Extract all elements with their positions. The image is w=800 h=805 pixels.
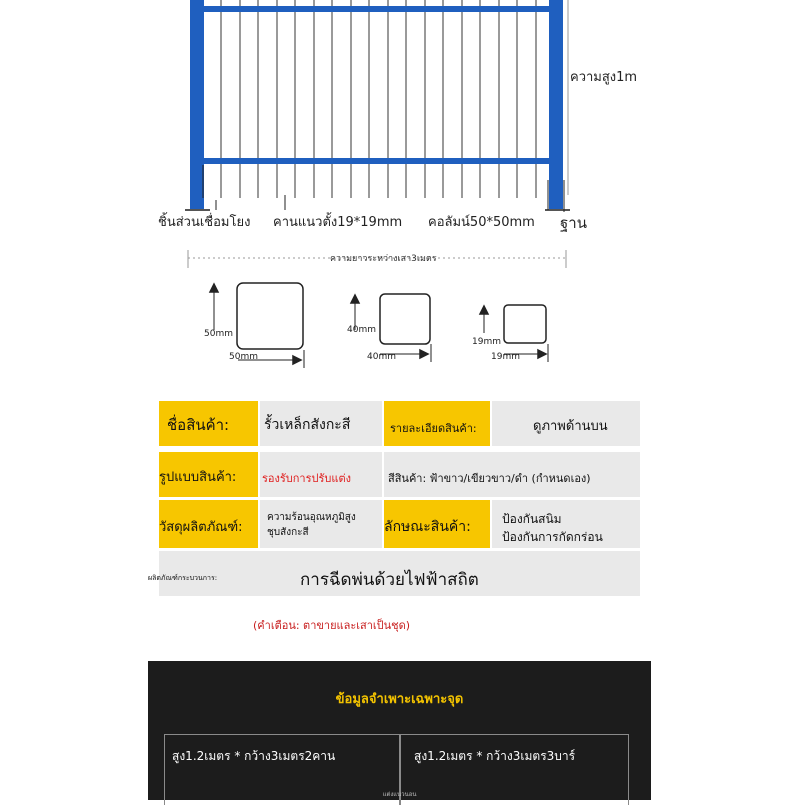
material-label: วัสดุผลิตภัณฑ์:: [159, 520, 243, 535]
spec-option-2-label: สูง1.2เมตร * กว้าง3เมตร3บาร์: [414, 749, 576, 763]
profile-drawings: [0, 270, 800, 380]
profile-19-bottom-label: 19mm: [491, 352, 520, 362]
column-label: คอลัมน์50*50mm: [428, 215, 535, 230]
top-rail: [203, 6, 550, 12]
profile-50-bottom-label: 50mm: [229, 352, 258, 362]
fence-diagram: [0, 0, 800, 290]
vertical-beam-label: คานแนวตั้ง19*19mm: [273, 215, 403, 230]
spec-panel: [148, 661, 651, 800]
characteristics-label: ลักษณะสินค้า:: [384, 519, 471, 535]
product-color-text: สีสินค้า: ฟ้าขาว/เขียวขาว/ดำ (กำหนดเอง): [388, 472, 591, 485]
height-label: ความสูง1m: [570, 70, 638, 85]
profile-19-side-label: 19mm: [472, 337, 501, 347]
profile-40-side-label: 40mm: [347, 325, 376, 335]
warning-note: (คำเตือน: ตาขายและเสาเป็นชุด): [253, 619, 411, 632]
material-value-line1: ความร้อนอุณหภูมิสูง: [267, 512, 356, 523]
joint-label: ชิ้นส่วนเชื่อมโยง: [158, 215, 251, 230]
product-name-value: รั้วเหล็กสังกะสี: [264, 417, 351, 433]
process-value: การฉีดพ่นด้วยไฟฟ้าสถิต: [300, 570, 479, 590]
material-value-line2: ชุบสังกะสี: [267, 527, 309, 538]
profile-40-bottom-label: 40mm: [367, 352, 396, 362]
profile-50-side-label: 50mm: [204, 329, 233, 339]
spec-title: ข้อมูลจำเพาะเฉพาะจุด: [335, 692, 464, 707]
spec-option-1-label: สูง1.2เมตร * กว้าง3เมตร2คาน: [172, 749, 336, 763]
product-style-label: รูปแบบสินค้า:: [159, 470, 237, 485]
spec-footer: แต่งแนวนอน: [382, 791, 417, 798]
product-name-label: ชื่อสินค้า:: [167, 416, 230, 434]
span-label: ความยาวระหว่างเสา3เมตร: [330, 254, 437, 264]
product-style-value: รองรับการปรับแต่ง: [262, 472, 351, 485]
characteristics-value-line2: ป้องกันการกัดกร่อน: [502, 530, 603, 544]
pickets: [221, 0, 536, 198]
right-column: [549, 0, 563, 210]
product-details-value: ดูภาพด้านบน: [533, 419, 608, 434]
bottom-rail: [203, 158, 550, 164]
process-label: ผลิตภัณฑ์กระบวนการ:: [148, 574, 218, 582]
product-details-label: รายละเอียดสินค้า:: [390, 422, 477, 435]
base-label: ฐาน: [560, 214, 587, 232]
left-column: [190, 0, 204, 210]
characteristics-value-line1: ป้องกันสนิม: [502, 512, 562, 526]
